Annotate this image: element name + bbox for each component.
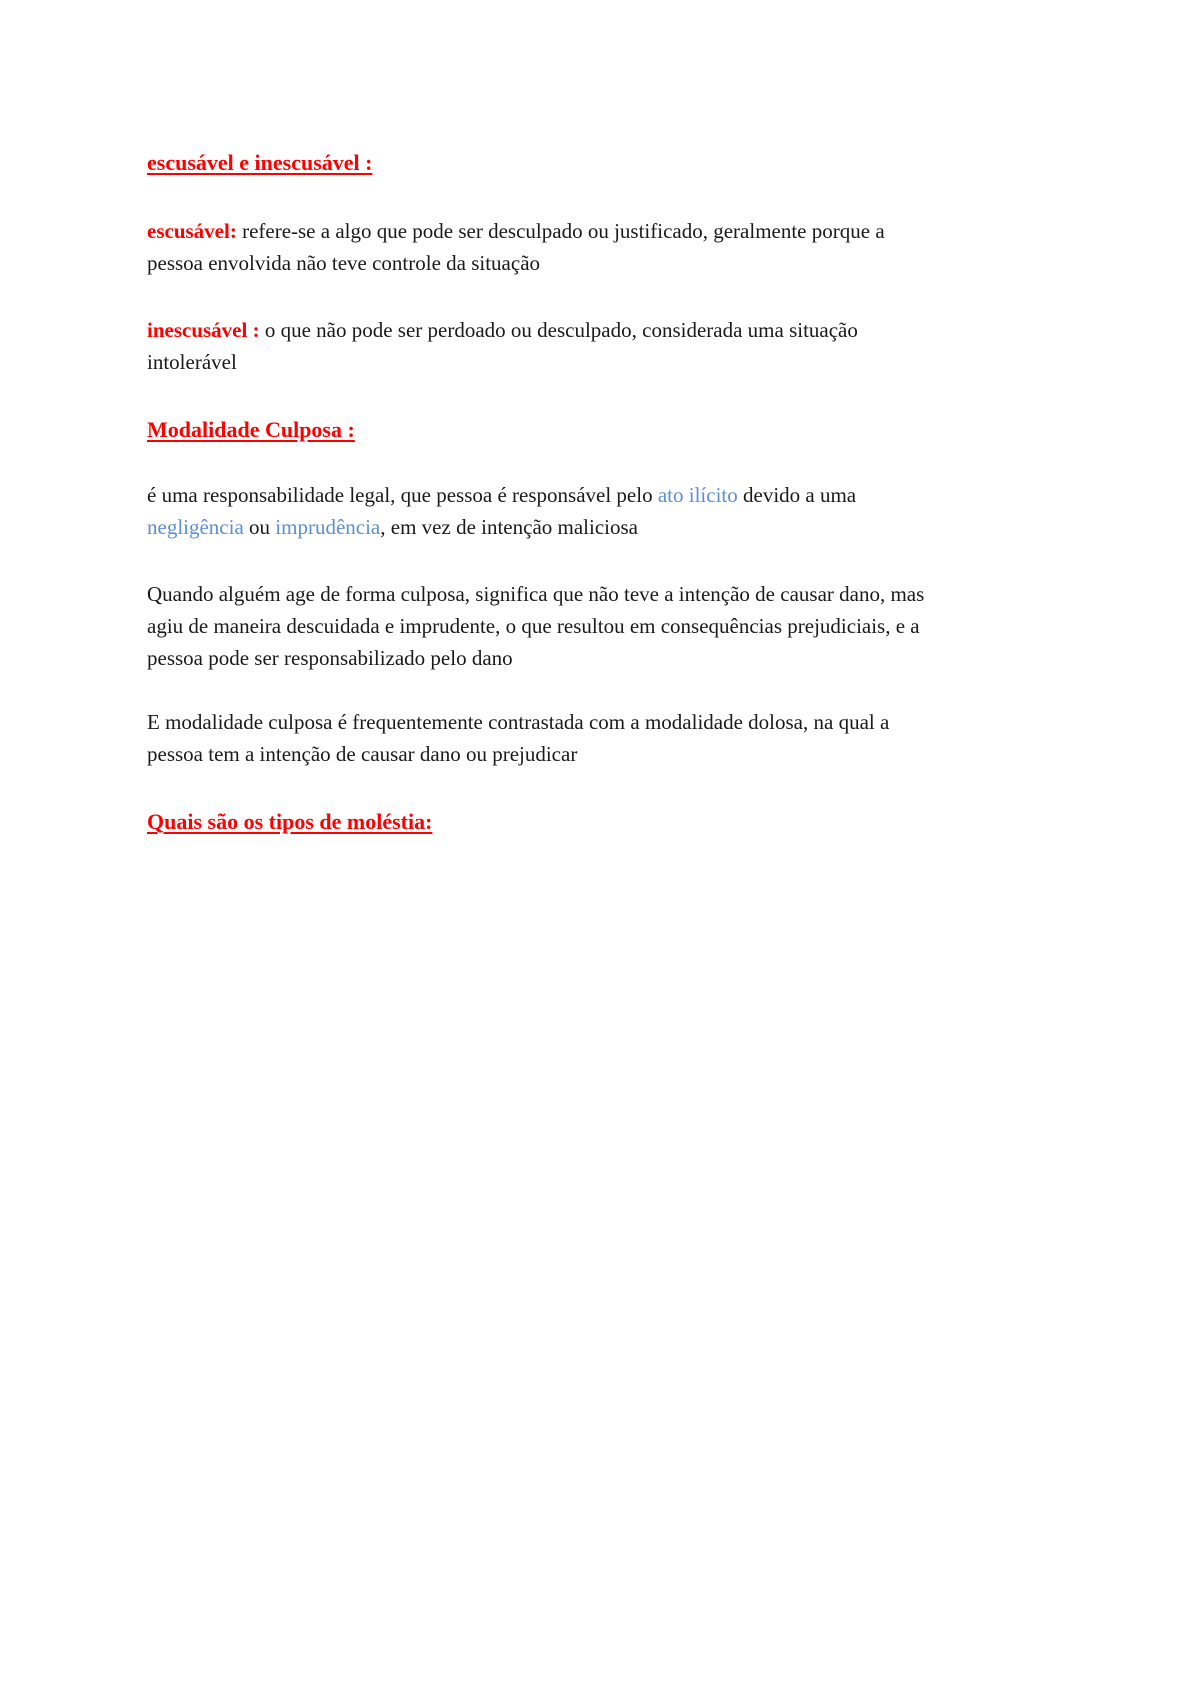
paragraph-responsabilidade [147, 479, 1077, 543]
section-heading-escusavel: escusável e inescusável : [147, 150, 373, 175]
definition-inescusavel [147, 314, 1077, 378]
paragraph-responsabilidade-text-3: ou [243, 515, 276, 539]
paragraph-dolosa-line-2: pessoa tem a intenção de causar dano ou prejudicar [147, 742, 578, 766]
paragraph-responsabilidade-text-1: é uma responsabilidade legal, que pessoa é responsável pelo [147, 483, 658, 507]
definition-inescusavel-line-2: intolerável [147, 350, 237, 374]
paragraph-culposa-line-2: agiu de maneira descuidada e imprudente, o que resultou em consequências prejudiciais, e a [147, 614, 920, 638]
definition-escusavel-line-2: pessoa envolvida não teve controle da situação [147, 251, 541, 275]
paragraph-dolosa-line-1: E modalidade culposa é frequentemente contrastada com a modalidade dolosa, na qual a [147, 710, 890, 734]
definition-escusavel-text-1: refere-se a algo que pode ser desculpado ou justificado, geralmente porque a [236, 219, 885, 243]
term-escusavel: escusável: [147, 219, 237, 243]
section-heading-modalidade-culposa: Modalidade Culposa : [147, 417, 355, 442]
paragraph-culposa-line-3: pessoa pode ser responsabilizado pelo dano [147, 646, 513, 670]
paragraph-culposa-line-1: Quando alguém age de forma culposa, significa que não teve a intenção de causar dano, mas [147, 582, 925, 606]
paragraph-responsabilidade-text-2: devido a uma [737, 483, 857, 507]
link-negligencia[interactable]: negligência [147, 515, 244, 539]
definition-escusavel-line-1 [147, 215, 1077, 247]
term-inescusavel: inescusável : [147, 318, 260, 342]
section-heading-tipos-molestia: Quais são os tipos de moléstia: [147, 809, 433, 834]
paragraph-dolosa-contraste [147, 706, 1077, 770]
paragraph-responsabilidade-text-4: , em vez de intenção maliciosa [380, 515, 638, 539]
paragraph-responsabilidade-line-1 [147, 479, 1077, 511]
definition-escusavel [147, 215, 1077, 279]
paragraph-responsabilidade-line-2 [147, 511, 1077, 543]
paragraph-culposa-definicao [147, 578, 1077, 674]
definition-inescusavel-line-1 [147, 314, 1077, 346]
link-imprudencia[interactable]: imprudência [275, 515, 381, 539]
link-ato-ilicito[interactable]: ato ilícito [657, 483, 738, 507]
definition-inescusavel-text-1: o que não pode ser perdoado ou desculpado, considerada uma situação [259, 318, 858, 342]
